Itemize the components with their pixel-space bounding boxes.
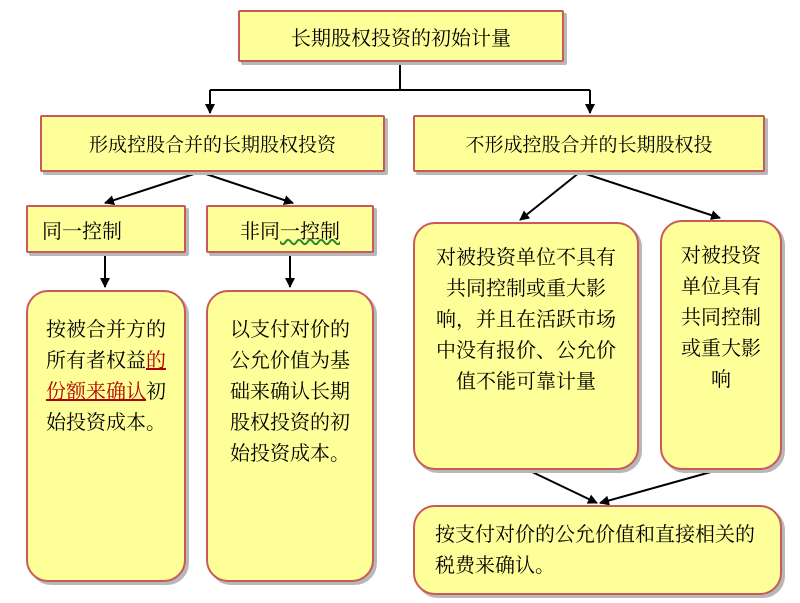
joint-control-text: 对被投资单位具有共同控制或重大影响 [681,243,761,391]
same-control-desc-text [46,317,166,434]
same-control-box [26,205,186,253]
arrow-to-no-joint-control [520,172,580,220]
branch-left-box [40,115,385,172]
non-same-control-desc-box [206,290,374,582]
same-control-desc-part3: 初始投资成本。 [46,379,166,434]
non-same-control-prefix: 非同 [240,218,280,243]
arrow-to-same-control [105,172,200,203]
non-same-control-box [206,205,374,253]
result-box [413,505,782,595]
non-same-control-suffix: 一控制 [280,218,340,243]
branch-right-text: 不形成控股合并的长期股权投 [465,134,713,156]
no-joint-control-box [413,222,639,470]
result-text: 按支付对价的公允价值和直接相关的税费来确认。 [435,522,755,577]
title-box [238,10,564,62]
branch-right-box [413,115,765,172]
same-control-desc-part2: 的份额来确认 [46,348,166,403]
arrow-to-joint-control [580,172,720,218]
same-control-desc-part1: 按被合并方的所有者权益 [46,317,166,372]
arrow-no-joint-to-result [528,470,597,503]
joint-control-box [660,220,782,470]
no-joint-control-text: 对被投资单位不具有共同控制或重大影响，并且在活跃市场中没有报价、公允价值不能可靠计量 [436,245,616,393]
non-same-control-text [240,215,340,244]
same-control-desc-box [26,290,186,582]
non-same-control-desc-text: 以支付对价的公允价值为基础来确认长期股权投资的初始投资成本。 [230,317,350,465]
same-control-text: 同一控制 [42,218,122,243]
branch-left-text: 形成控股合并的长期股权投资 [88,134,336,156]
title-text: 长期股权投资的初始计量 [291,25,511,50]
arrow-to-non-same-control [200,172,293,203]
arrow-joint-to-result [600,470,718,503]
